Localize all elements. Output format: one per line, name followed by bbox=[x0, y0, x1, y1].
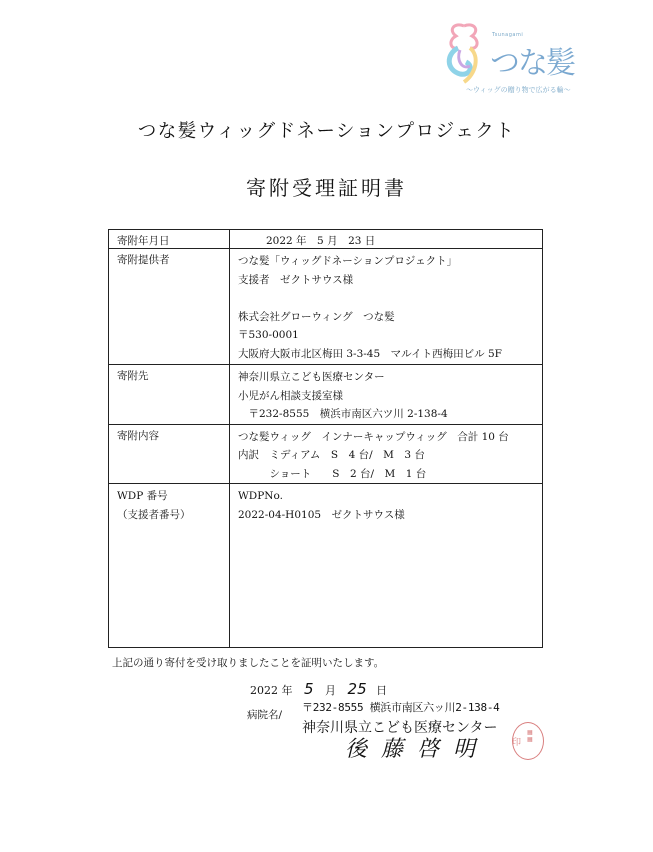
recipient-line: 〒232-8555 横浜市南区六ツ川 2-138-4 bbox=[238, 408, 448, 420]
stamp-address: 〒232-8555 横浜市南区六ッ川2-138-4 bbox=[302, 701, 500, 714]
hospital-label: 病院名/ bbox=[247, 709, 283, 721]
date-row bbox=[109, 230, 543, 249]
provider-line: 支援者 ゼクトサウス様 bbox=[238, 273, 354, 286]
content-line: ショート S 2 台/ M 1 台 bbox=[238, 467, 427, 480]
content-label: 寄附内容 bbox=[109, 424, 230, 484]
issue-day: 25 bbox=[347, 680, 367, 698]
donation-table bbox=[108, 229, 543, 648]
seal-char: 印 bbox=[512, 738, 522, 748]
provider-line: 大阪府大阪市北区梅田 3-3-45 マルイト西梅田ビル 5F bbox=[238, 347, 502, 360]
content-value bbox=[230, 424, 543, 484]
wdp-label-line: （支援者番号） bbox=[117, 508, 191, 521]
tsunagami-logo bbox=[440, 16, 600, 92]
recipient-line: 小児がん相談支援室様 bbox=[238, 389, 343, 402]
recipient-line: 神奈川県立こども医療センター bbox=[238, 371, 385, 383]
document-subtitle: 寄附受理証明書 bbox=[246, 176, 407, 200]
handwritten-signature: 後藤啓明 bbox=[345, 737, 490, 762]
recipient-row bbox=[109, 365, 543, 425]
logo-brand-small: Tsunagami bbox=[492, 32, 524, 38]
wdp-value bbox=[230, 484, 543, 648]
provider-label: 寄附提供者 bbox=[109, 249, 230, 365]
wdp-label bbox=[109, 484, 230, 648]
provider-line: つな髪「ウィッグドネーションプロジェクト」 bbox=[238, 255, 458, 267]
issue-year: 2022 年 bbox=[250, 684, 293, 697]
issue-month-unit: 月 bbox=[325, 684, 337, 697]
seal-inscription-icon: ▦ ▦ bbox=[527, 729, 533, 743]
issue-date bbox=[250, 680, 387, 698]
certification-text: 上記の通り寄付を受け取りましたことを証明いたします。 bbox=[112, 657, 385, 669]
content-row bbox=[109, 424, 543, 484]
date-value: 2022 年 5 月 23 日 bbox=[230, 230, 543, 249]
issue-day-unit: 日 bbox=[376, 684, 388, 697]
provider-line: 〒530-0001 bbox=[238, 329, 299, 341]
provider-line bbox=[238, 289, 542, 308]
document-title: つな髪ウィッグドネーションプロジェクト bbox=[137, 121, 516, 142]
recipient-label: 寄附先 bbox=[109, 365, 230, 425]
provider-line: 株式会社グローウィング つな髪 bbox=[238, 310, 395, 323]
official-seal bbox=[512, 722, 544, 760]
stamp-hospital-name: 神奈川県立こども医療センター bbox=[302, 720, 498, 736]
wdp-line: 2022-04-H0105 ゼクトサウス様 bbox=[238, 508, 405, 521]
content-line: つな髪ウィッグ インナーキャップウィッグ 合計 10 台 bbox=[238, 430, 509, 443]
issue-month: 5 bbox=[304, 680, 314, 698]
hair-ribbon-icon bbox=[440, 20, 488, 86]
content-line: 内訳 ミディアム S 4 台/ M 3 台 bbox=[238, 449, 425, 461]
recipient-value bbox=[230, 365, 543, 425]
provider-row bbox=[109, 249, 543, 365]
wdp-label-line: WDP 番号 bbox=[117, 490, 168, 502]
wdp-row bbox=[109, 484, 543, 648]
logo-tagline: 〜ウィッグの贈り物で広がる輪〜 bbox=[466, 86, 571, 94]
logo-brand: つな髪 bbox=[490, 46, 574, 81]
provider-value bbox=[230, 249, 543, 365]
date-label: 寄附年月日 bbox=[109, 230, 230, 249]
wdp-line: WDPNo. bbox=[238, 490, 283, 502]
